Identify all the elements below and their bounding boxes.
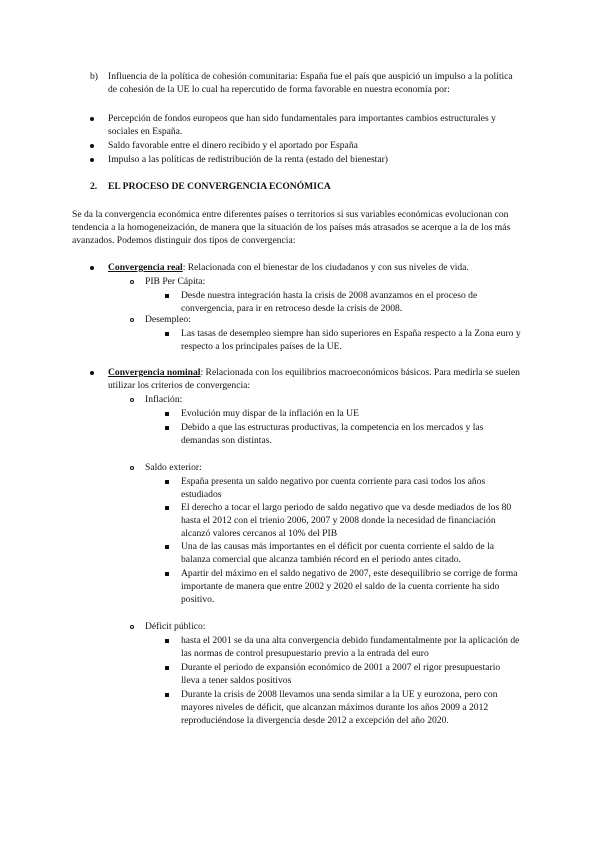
square-bullet-icon (165, 666, 169, 670)
real-text: : Relacionada con el bienestar de los ciudadanos y con sus niveles de vida. (182, 262, 469, 273)
circle-bullet-icon (130, 466, 134, 470)
desempleo-label: Desempleo: (145, 314, 191, 325)
square-bullet-icon (165, 506, 169, 510)
saldo-label: Saldo exterior: (145, 462, 202, 473)
section-b-label: b) (90, 71, 98, 82)
circle-bullet-icon (130, 625, 134, 629)
list-item: Las tasas de desempleo siempre han sido superiores en España respecto a la Zona euro y respecto a los principales países de la UE. (181, 328, 521, 352)
list-item: hasta el 2001 se da una alta convergencia debido fundamentalmente por la aplicación de las normas de control presupuestario previo a la entrada del euro (181, 635, 520, 659)
list-item: El derecho a tocar el largo periodo de saldo negativo que va desde mediados de los 80 hasta el 2012 con el trienio 2006, 2007 y 2008 donde la necesidad de financiación alcanzó valores cercanos al 10% del PIB (181, 502, 512, 539)
real-term: Convergencia real (108, 262, 183, 273)
list-item: España presenta un saldo negativo por cuenta corriente para casi todos los años estudiados (181, 476, 486, 500)
square-bullet-icon (165, 693, 169, 697)
list-item: Durante la crisis de 2008 llevamos una senda similar a la UE y eurozona, pero con mayores niveles de déficit, que alcanzan máximos durante los años 2009 a 2012 reproduciéndose la divergencia desde 2012 a excepción del año 2020. (181, 689, 498, 726)
list-item: Saldo favorable entre el dinero recibido y el aportado por España (108, 140, 358, 151)
bullet-icon (90, 117, 94, 121)
square-bullet-icon (165, 480, 169, 484)
real-paragraph (108, 261, 528, 274)
list-item: Una de las causas más importantes en el déficit por cuenta corriente el saldo de la balanza comercial que alcanza también récord en el periodo antes citado. (181, 541, 495, 565)
circle-bullet-icon (130, 280, 134, 284)
square-bullet-icon (165, 332, 169, 336)
square-bullet-icon (165, 639, 169, 643)
square-bullet-icon (165, 545, 169, 549)
list-item: Desde nuestra integración hasta la crisis de 2008 avanzamos en el proceso de convergencia, para ir en retroceso desde la crisis de 2008. (181, 290, 478, 314)
bullet-icon (90, 371, 94, 375)
pib-label: PIB Per Cápita: (145, 276, 206, 287)
list-item: Percepción de fondos europeos que han sido fundamentales para importantes cambios estructurales y sociales en España. (108, 113, 496, 137)
bullet-icon (90, 158, 94, 162)
square-bullet-icon (165, 426, 169, 430)
section-b-text: : España fue el país que auspició un impulso a la política de cohesión de la UE lo cual ha repercutido de forma favorable en nuestra economía por: (108, 71, 513, 95)
section-b-heading: Influencia de la política de cohesión comunitaria (108, 71, 296, 82)
square-bullet-icon (165, 412, 169, 416)
square-bullet-icon (165, 572, 169, 576)
list-item: Durante el periodo de expansión económico de 2001 a 2007 el rigor presupuestario lleva a tener saldos positivos (181, 662, 501, 686)
list-item: Apartir del máximo en el saldo negativo de 2007, este desequilibrio se corrige de forma importante de manera que entre 2002 y 2020 el saldo de la cuenta corriente ha sido positivo. (181, 568, 518, 605)
nominal-paragraph (108, 366, 520, 392)
bullet-icon (90, 266, 94, 270)
nominal-term: Convergencia nominal (108, 367, 201, 378)
bullet-icon (90, 144, 94, 148)
intro-paragraph: Se da la convergencia económica entre diferentes países o territorios si sus variables económicas evolucionan con tendencia a la homogeneización, de manera que la situación de los países más atrasados se acerque a la de los más avanzados. Podemos distinguir dos tipos de convergencia: (72, 209, 511, 246)
circle-bullet-icon (130, 318, 134, 322)
circle-bullet-icon (130, 398, 134, 402)
deficit-label: Déficit público: (145, 621, 206, 632)
nominal-text: : Relacionada con los equilibrios macroeconómicos básicos. Para medirla se suelen utilizar los criterios de convergencia: (108, 367, 520, 391)
list-item: Debido a que las estructuras productivas, la competencia en los mercados y las demandas son distintas. (181, 422, 484, 446)
section-title: EL PROCESO DE CONVERGENCIA ECONÓMICA (108, 181, 331, 192)
list-item: Impulso a las políticas de redistribución de la renta (estado del bienestar) (108, 154, 388, 165)
section-b-paragraph (108, 70, 518, 96)
list-item: Evolución muy dispar de la inflación en la UE (181, 408, 359, 419)
square-bullet-icon (165, 294, 169, 298)
inflacion-label: Inflación: (145, 394, 183, 405)
section-number: 2. (90, 181, 98, 192)
